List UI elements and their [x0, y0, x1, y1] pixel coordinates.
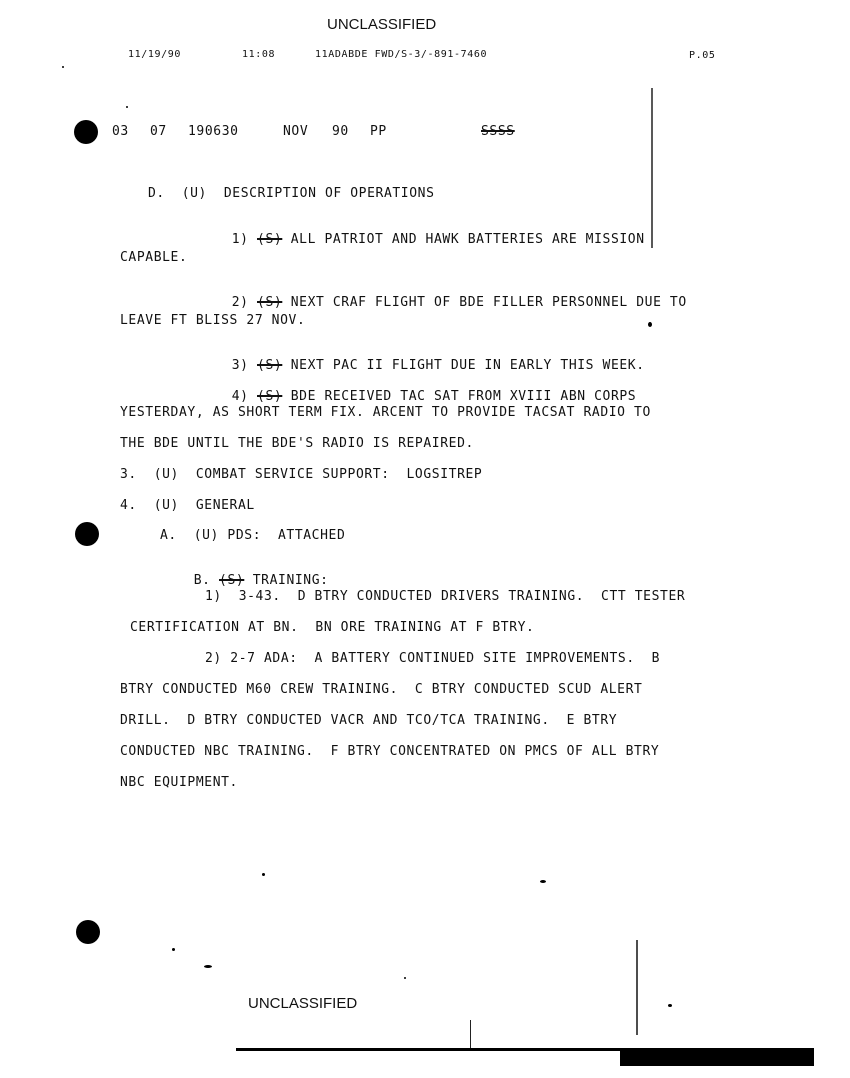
msg-num1: 03 [112, 124, 129, 139]
speck [62, 66, 64, 68]
bottom-edge-bar-thick [620, 1050, 814, 1066]
line-capable: CAPABLE. [120, 250, 188, 265]
line-btry-m60: BTRY CONDUCTED M60 CREW TRAINING. C BTRY CONDUCTED SCUD ALERT [120, 682, 643, 697]
redacted-mark: (S) [257, 389, 283, 404]
punch-hole-middle [75, 522, 99, 546]
speck [204, 965, 212, 968]
item-prefix: B. [193, 573, 211, 588]
line-the-bde: THE BDE UNTIL THE BDE'S RADIO IS REPAIRED. [120, 436, 474, 451]
line-leave-ft-bliss: LEAVE FT BLISS 27 NOV. [120, 313, 306, 328]
line-conducted-nbc: CONDUCTED NBC TRAINING. F BTRY CONCENTRATED ON PMCS OF ALL BTRY [120, 744, 660, 759]
scan-artifact-right-bottom [636, 940, 638, 1035]
item-text: TRAINING: [252, 573, 329, 588]
redacted-mark: (S) [219, 573, 245, 588]
speck [648, 322, 652, 327]
line-training-2: 2) 2-7 ADA: A BATTERY CONTINUED SITE IMPROVEMENTS. B [205, 651, 661, 666]
speck [262, 873, 265, 876]
msg-num2: 07 [150, 124, 167, 139]
scan-artifact-right-top [651, 88, 653, 248]
classification-bottom: UNCLASSIFIED [248, 995, 358, 1012]
line-training-1: 1) 3-43. D BTRY CONDUCTED DRIVERS TRAINING. CTT TESTER [205, 589, 686, 604]
line-certification: CERTIFICATION AT BN. BN ORE TRAINING AT F BTRY. [130, 620, 535, 635]
msg-ssss: SSSS [481, 124, 515, 139]
msg-year: 90 [332, 124, 349, 139]
fax-page-number: P.05 [689, 50, 716, 61]
item-text: NEXT PAC II FLIGHT DUE IN EARLY THIS WEEK. [290, 358, 645, 373]
item-number: 2) [231, 295, 249, 310]
fax-sender: 11ADABDE FWD/S-3/-891-7460 [315, 49, 488, 60]
fax-date: 11/19/90 [128, 49, 181, 60]
line-general: 4. (U) GENERAL [120, 498, 255, 513]
punch-hole-top [74, 120, 98, 144]
item-number: 3) [231, 358, 249, 373]
line-drill: DRILL. D BTRY CONDUCTED VACR AND TCO/TCA TRAINING. E BTRY [120, 713, 618, 728]
line-d-description: D. (U) DESCRIPTION OF OPERATIONS [148, 186, 435, 201]
line-nbc-equipment: NBC EQUIPMENT. [120, 775, 238, 790]
fax-time: 11:08 [242, 49, 276, 60]
item-number: 1) [231, 232, 249, 247]
item-number: 4) [231, 389, 249, 404]
item-text: NEXT CRAF FLIGHT OF BDE FILLER PERSONNEL DUE TO [290, 295, 687, 310]
scan-artifact-tick [470, 1020, 471, 1048]
msg-month: NOV [283, 124, 309, 139]
line-combat-service-support: 3. (U) COMBAT SERVICE SUPPORT: LOGSITREP [120, 467, 483, 482]
msg-dtg: 190630 [188, 124, 239, 139]
item-text: ALL PATRIOT AND HAWK BATTERIES ARE MISSION [290, 232, 645, 247]
msg-precedence: PP [370, 124, 387, 139]
line-pds-attached: A. (U) PDS: ATTACHED [160, 528, 346, 543]
speck [172, 948, 175, 951]
redacted-mark: (S) [257, 295, 283, 310]
redacted-mark: (S) [257, 232, 283, 247]
speck [540, 880, 546, 883]
punch-hole-bottom [76, 920, 100, 944]
speck [126, 106, 128, 108]
speck [404, 977, 406, 979]
line-yesterday: YESTERDAY, AS SHORT TERM FIX. ARCENT TO PROVIDE TACSAT RADIO TO [120, 405, 651, 420]
classification-top: UNCLASSIFIED [327, 16, 437, 33]
item-text: BDE RECEIVED TAC SAT FROM XVIII ABN CORPS [290, 389, 637, 404]
line-1-item [198, 217, 645, 262]
speck [668, 1004, 672, 1007]
redacted-mark: (S) [257, 358, 283, 373]
